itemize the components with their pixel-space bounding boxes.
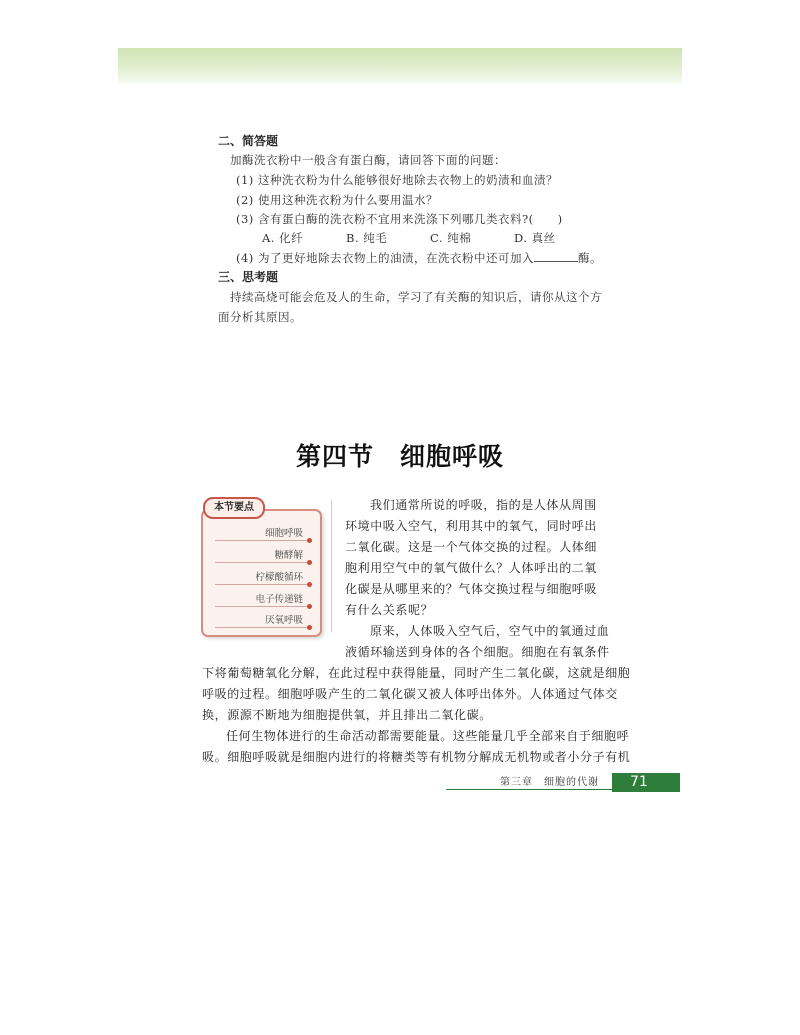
paragraph-line: 呼吸的过程。细胞呼吸产生的二氧化碳又被人体呼出体外。人体通过气体交 (202, 687, 618, 701)
key-point-item (215, 549, 309, 563)
question-4-suffix: 酶。 (577, 251, 602, 265)
key-point-text: 细胞呼吸 (264, 528, 303, 539)
header-band (118, 48, 682, 86)
paragraph-line: 液循环输送到身体的各个细胞。细胞在有氧条件 (345, 645, 610, 659)
bullet-dot-icon (307, 604, 312, 609)
thinking-question-line-2: 面分析其原因。 (218, 310, 302, 324)
key-point-item (215, 571, 309, 585)
paragraph-line: 下将葡萄糖氧化分解，在此过程中获得能量，同时产生二氧化碳，这就是细胞 (202, 666, 631, 680)
paragraph-line: 原来，人体吸入空气后，空气中的氧通过血 (370, 624, 610, 638)
paragraph-line: 胞利用空气中的氧气做什么？人体呼出的二氧 (345, 561, 598, 575)
key-point-text: 柠檬酸循环 (255, 572, 303, 583)
key-point-text: 糖酵解 (274, 550, 303, 561)
exercise-intro: 加酶洗衣粉中一般含有蛋白酶，请回答下面的问题： (230, 153, 506, 167)
section-heading-short-answer: 二、简答题 (218, 134, 279, 148)
paragraph-line: 有什么关系呢？ (345, 603, 434, 617)
question-2: (2) 使用这种洗衣粉为什么要用温水？ (236, 193, 438, 207)
answer-blank (534, 251, 578, 262)
page-number: 71 (612, 773, 680, 792)
footer-rule (446, 789, 612, 790)
paragraph-line: 环境中吸入空气，利用其中的氧气，同时呼出 (345, 519, 598, 533)
paragraph-line: 二氧化碳。这是一个气体交换的过程。人体细 (345, 540, 598, 554)
question-3: (3) 含有蛋白酶的洗衣粉不宜用来洗涤下列哪几类衣料?( ) (236, 212, 563, 226)
chapter-label: 第三章 细胞的代谢 (500, 777, 599, 788)
key-point-item (215, 593, 309, 607)
paragraph-line: 任何生物体进行的生命活动都需要能量。这些能量几乎全部来自于细胞呼 (226, 729, 630, 743)
option-c: C. 纯棉 (430, 231, 472, 245)
key-points-label: 本节要点 (203, 497, 265, 519)
section-title: 第四节 细胞呼吸 (295, 442, 504, 471)
question-4 (236, 250, 602, 266)
question-1: (1) 这种洗衣粉为什么能够很好地除去衣物上的奶渍和血渍？ (236, 173, 558, 187)
paragraph-line: 化碳是从哪里来的？气体交换过程与细胞呼吸 (345, 582, 598, 596)
bullet-dot-icon (307, 625, 312, 630)
paragraph-line: 我们通常所说的呼吸，指的是人体从周围 (370, 498, 597, 512)
bullet-dot-icon (307, 538, 312, 543)
key-point-item (215, 527, 309, 541)
thinking-question-line-1: 持续高烧可能会危及人的生命，学习了有关酶的知识后，请你从这个方 (230, 290, 602, 304)
option-b: B. 纯毛 (346, 231, 388, 245)
paragraph-line: 换，源源不断地为细胞提供氧，并且排出二氧化碳。 (202, 708, 492, 722)
option-a: A. 化纤 (262, 231, 304, 245)
option-d: D. 真丝 (514, 231, 556, 245)
key-point-item (215, 614, 309, 628)
column-divider (331, 500, 332, 632)
section-heading-thinking: 三、思考题 (218, 270, 279, 284)
paragraph-line: 吸。细胞呼吸就是细胞内进行的将糖类等有机物分解成无机物或者小分子有机 (202, 750, 631, 764)
key-point-text: 厌氧呼吸 (264, 615, 303, 626)
bullet-dot-icon (307, 582, 312, 587)
bullet-dot-icon (307, 560, 312, 565)
question-4-text: (4) 为了更好地除去衣物上的油渍，在洗衣粉中还可加入 (236, 251, 534, 265)
key-point-text: 电子传递链 (255, 594, 303, 605)
question-3-options (262, 230, 598, 246)
